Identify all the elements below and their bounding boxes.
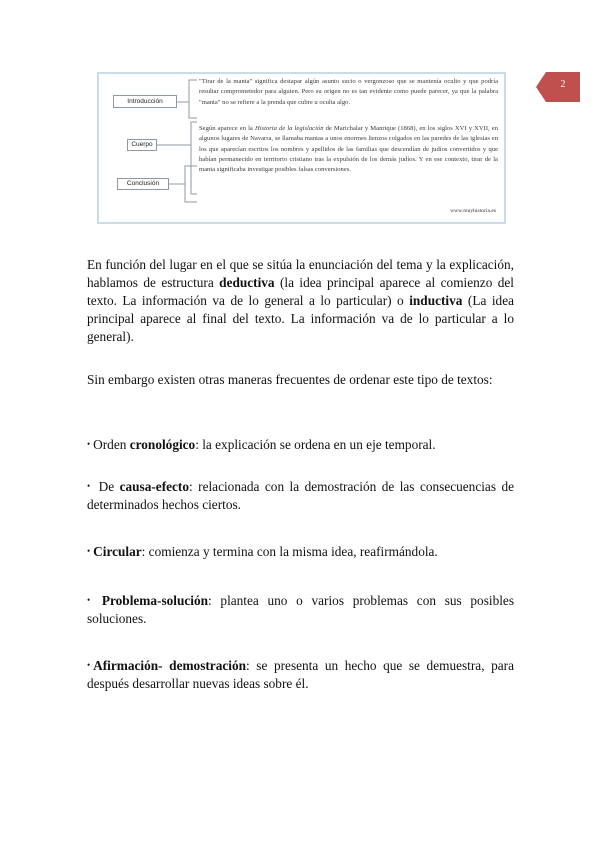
bullet-rest: : la explicación se ordena en un eje temporal. [195,437,436,452]
bullet-rest: : comienza y termina con la misma idea, reafirmándola. [141,544,438,559]
bullet-rest: : relacionada con la demostración de las consecuencias de determinados hechos ciertos. [87,479,515,512]
box-introduccion: Introducción [113,95,177,108]
bullet-item [87,656,514,693]
bullet-pre [93,593,102,608]
bullet-pre: De [93,479,120,494]
box-cuerpo: Cuerpo [127,139,157,151]
bullet-rest: : se presenta un hecho que se demuestra, para después desarrollar nuevas ideas sobre él. [87,658,514,691]
bullet-item [87,542,514,561]
text-structure-figure [97,72,506,224]
figure-source: www.muyhistoria.es [450,208,496,214]
bullet-rest: : plantea uno o varios problemas con sus posibles soluciones. [87,593,514,626]
bullet-term: cronológico [129,437,196,452]
bullet-pre: Orden [93,437,130,452]
bullet-item [87,435,514,454]
bullet-term: causa-efecto [119,479,189,494]
bullet-item [87,477,514,514]
figure-body-text-italic: Historia de la legislación [254,125,324,132]
bullet-dot-icon: • [87,481,91,491]
box-conclusion: Conclusión [117,178,169,190]
p1-a: En función del lugar en el que se sitúa la enunciación del tema y la explicación, hablamos de estructura [87,257,514,290]
bullet-item [87,591,514,628]
figure-intro-text: "Tirar de la manta" significa destapar algún asunto sucio o vergonzoso que se mantenía oculto y que podría resultar comprometedor para alguien. Pero su origen no es tan evidente como puede parecer, ya que la palabra "manta" no se refiere a la prenda que cubre u oculta algo. [199,78,498,106]
p1-inductiva: inductiva [409,293,463,308]
p1-deductiva: deductiva [219,275,275,290]
bullet-dot-icon: • [87,660,91,670]
bullet-term: Problema-solución [101,593,209,608]
bullet-dot-icon: • [87,546,91,556]
bullet-dot-icon: • [87,595,91,605]
bullet-dot-icon: • [87,439,91,449]
figure-body-text-part2: de Marichalar y Manrique (1868), en los siglos XVI y XVII, en algunos lugares de Navarra, se llamaba mantas a unos enormes lienzos colgados en las paredes de las iglesias en los que aparecían escritos los nombres y apellidos de las familias que descendían de judíos convertidos y que habían permanecido en territorio cristiano tras la expulsión de los demás judíos. Y en ese contexto, tirar de la manta significaba investigar posibles falsas conversiones. [199,125,498,174]
p1-c: (la idea principal aparece al comienzo del texto. La información va de lo general a lo particular) o [87,275,514,308]
p1-e: (La idea principal aparece al final del texto. La información va de lo particular a lo general). [87,293,514,344]
figure-body-text [199,124,498,175]
bullet-term: Afirmación- demostración [93,658,246,673]
paragraph-structure [87,256,514,346]
page-number: 2 [560,79,566,90]
bullet-term: Circular [93,544,142,559]
figure-body-text-part1: Según aparece en la [199,125,255,132]
paragraph-other-orders: Sin embargo existen otras maneras frecuentes de ordenar este tipo de textos: [87,372,493,387]
page-number-tab [536,72,580,102]
